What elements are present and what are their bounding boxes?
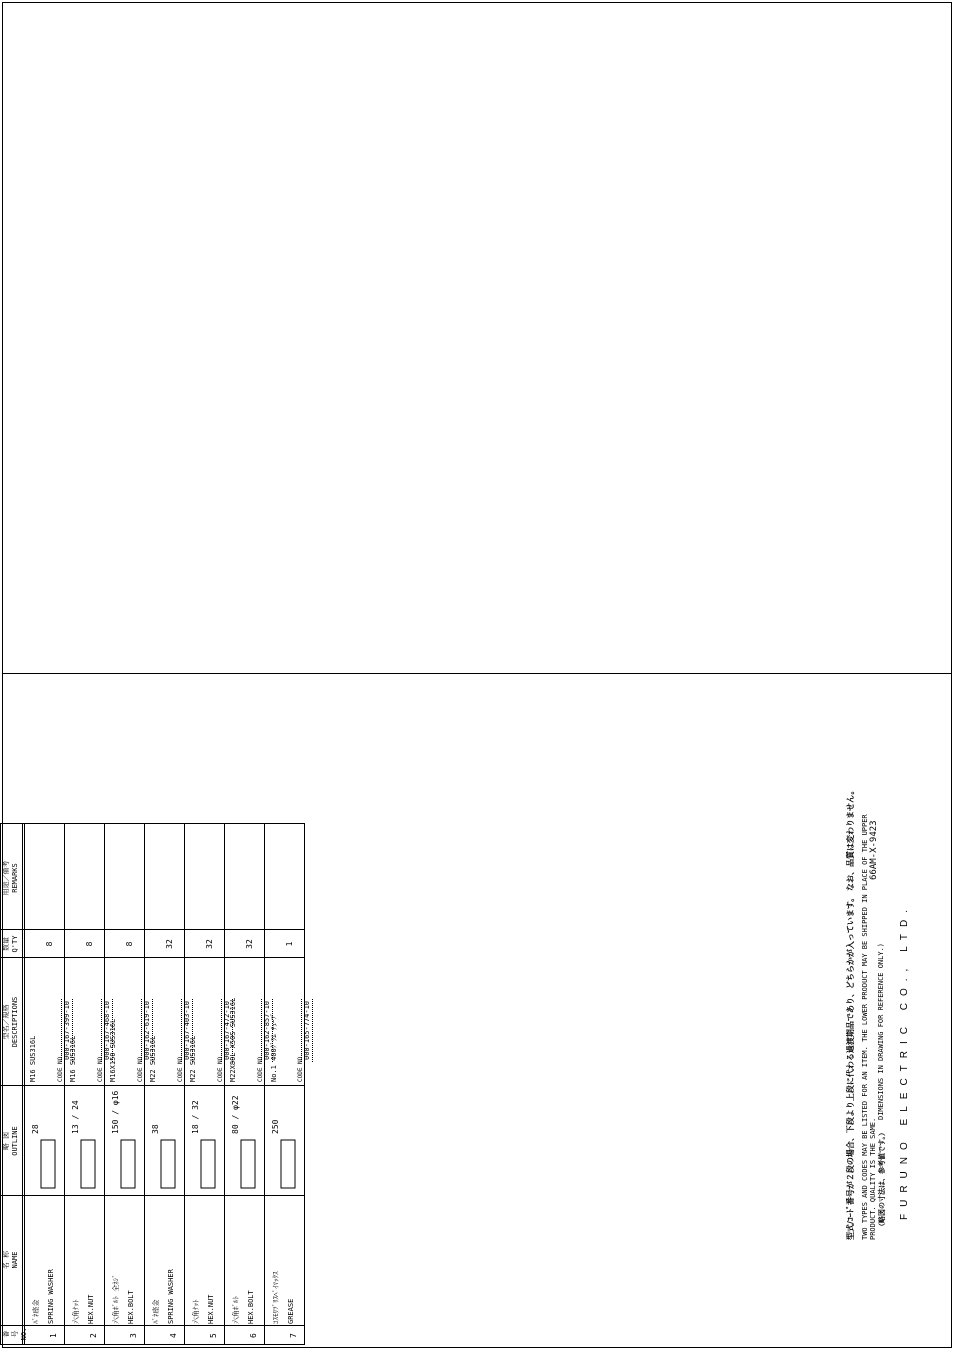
item-number: 6 — [249, 1333, 258, 1338]
code-label: CODE NO. — [257, 1053, 264, 1082]
item-name-jp: 六角ﾎﾞﾙﾄ — [232, 1296, 240, 1324]
installation-materials-sheet — [0, 825, 311, 1345]
table-row — [144, 824, 191, 1344]
item-name-en: HEX.BOLT — [127, 1290, 135, 1324]
item-description: M16 SUS316L — [69, 1035, 77, 1082]
item-description: M22 SUS316L — [149, 1035, 157, 1082]
item-qty: 1 — [285, 941, 294, 947]
item-code: 000-167-403-10 — [183, 1000, 191, 1060]
header-remarks: 用途／備考 REMARKS — [2, 860, 19, 896]
item-code: 000-167-468-10 — [103, 1000, 111, 1060]
item-qty: 8 — [125, 941, 134, 947]
item-name-jp: 六角ﾎﾞﾙﾄ 全ﾈｼﾞ — [112, 1274, 120, 1324]
outline-dimensions: 18 / 32 — [191, 1100, 200, 1134]
note-jp-2: （略図の寸法は、参考値です。） — [878, 1129, 886, 1230]
item-name-jp: ﾊﾞﾈ座金 — [32, 1299, 40, 1324]
table-row — [184, 824, 231, 1344]
table-row — [104, 824, 151, 1344]
item-code: 000-167-399-10 — [63, 1000, 71, 1060]
item-description: M16 SUS316L — [29, 1035, 37, 1082]
note-jp: 型式/ｺｰﾄﾞ番号が２段の場合、下段より上段に代わる過渡期品であり、どちらかが入っています。 なお、品質は変わりません。 — [846, 786, 855, 1240]
document-number: 66AM-X-9423 — [869, 820, 879, 880]
item-qty: 32 — [165, 939, 174, 949]
table-row — [24, 824, 71, 1344]
item-name-jp: ﾊﾞﾈ座金 — [152, 1299, 160, 1324]
note-en-3: DIMENSIONS IN DRAWING FOR REFERENCE ONLY.) — [877, 942, 885, 1120]
item-code: 000-162-619-10 — [143, 1000, 151, 1060]
outline-icon — [113, 1132, 143, 1192]
item-code: 000-162-857-10 — [263, 1000, 271, 1060]
code-label: CODE NO. — [97, 1053, 104, 1082]
item-name-jp: ｺｽﾓﾘﾌﾞﾘｽﾍﾟｲﾏｯｸｽ — [272, 1271, 280, 1324]
note-en-1: TWO TYPES AND CODES MAY BE LISTED FOR AN ITEM. THE LOWER PRODUCT MAY BE SHIPPED IN PLACE OF THE UPPER — [861, 814, 869, 1240]
item-name-en: HEX.NUT — [87, 1294, 95, 1324]
item-name-en: SPRING WASHER — [167, 1269, 175, 1324]
note-en-2: PRODUCT. QUALITY IS THE SAME. — [869, 1117, 877, 1240]
page-divider — [2, 673, 952, 674]
outline-icon — [153, 1132, 183, 1192]
table-row — [264, 824, 311, 1344]
item-description: M22 SUS316L — [189, 1035, 197, 1082]
item-number: 3 — [129, 1333, 138, 1338]
materials-table — [0, 823, 311, 1345]
outline-icon — [273, 1132, 303, 1192]
item-number: 5 — [209, 1333, 218, 1338]
outline-icon — [73, 1132, 103, 1192]
outline-dimensions: 38 — [151, 1124, 160, 1134]
outline-icon — [233, 1132, 263, 1192]
code-label: CODE NO. — [57, 1053, 64, 1082]
item-name-en: HEX.NUT — [207, 1294, 215, 1324]
maker-name: FURUNO ELECTRIC CO., LTD. — [899, 902, 910, 1220]
item-code: 000-165-774-10 — [303, 1000, 311, 1060]
notes-block — [845, 720, 925, 1240]
outline-icon — [33, 1132, 63, 1192]
outline-dimensions: 250 — [271, 1119, 280, 1134]
item-description: M22X80L X50S SUS316L — [229, 997, 237, 1082]
outline-dimensions: 80 / φ22 — [231, 1095, 240, 1134]
outline-dimensions: 28 — [31, 1124, 40, 1134]
item-description: M16X150 SUS316L — [109, 1018, 117, 1082]
code-label: CODE NO. — [177, 1053, 184, 1082]
table-row — [64, 824, 111, 1344]
item-description: No.1 400ｸﾞﾗﾑ ﾁｭｰﾌﾞ — [270, 1012, 278, 1082]
code-label: CODE NO. — [297, 1053, 304, 1082]
item-outline-drawing — [269, 1088, 319, 1194]
item-name-en: GREASE — [287, 1298, 295, 1324]
header-outline: 略 図 OUTLINE — [2, 1126, 19, 1156]
outline-dimensions: 13 / 24 — [71, 1100, 80, 1134]
table-row — [224, 824, 271, 1344]
item-qty: 32 — [205, 939, 214, 949]
item-name-en: HEX.BOLT — [247, 1290, 255, 1324]
outline-icon — [193, 1132, 223, 1192]
code-label: CODE NO. — [217, 1053, 224, 1082]
header-descriptions: 型名／規格 DESCRIPTIONS — [2, 996, 19, 1048]
item-number: 2 — [89, 1333, 98, 1338]
item-qty: 8 — [85, 941, 94, 947]
item-number: 7 — [289, 1333, 298, 1338]
header-name: 名 称 NAME — [2, 1250, 19, 1270]
item-name-en: SPRING WASHER — [47, 1269, 55, 1324]
item-qty: 8 — [45, 941, 54, 947]
item-qty: 32 — [245, 939, 254, 949]
code-label: CODE NO. — [137, 1053, 144, 1082]
item-code: 000-167-472-10 — [223, 1000, 231, 1060]
header-no: 番 号 NO. — [2, 1327, 28, 1341]
item-name-jp: 六角ﾅｯﾄ — [72, 1299, 80, 1324]
header-qty: 数量 Q'TY — [2, 935, 19, 953]
outline-dimensions: 150 / φ16 — [111, 1090, 120, 1134]
item-number: 1 — [49, 1333, 58, 1338]
item-number: 4 — [169, 1333, 178, 1338]
item-name-jp: 六角ﾅｯﾄ — [192, 1299, 200, 1324]
